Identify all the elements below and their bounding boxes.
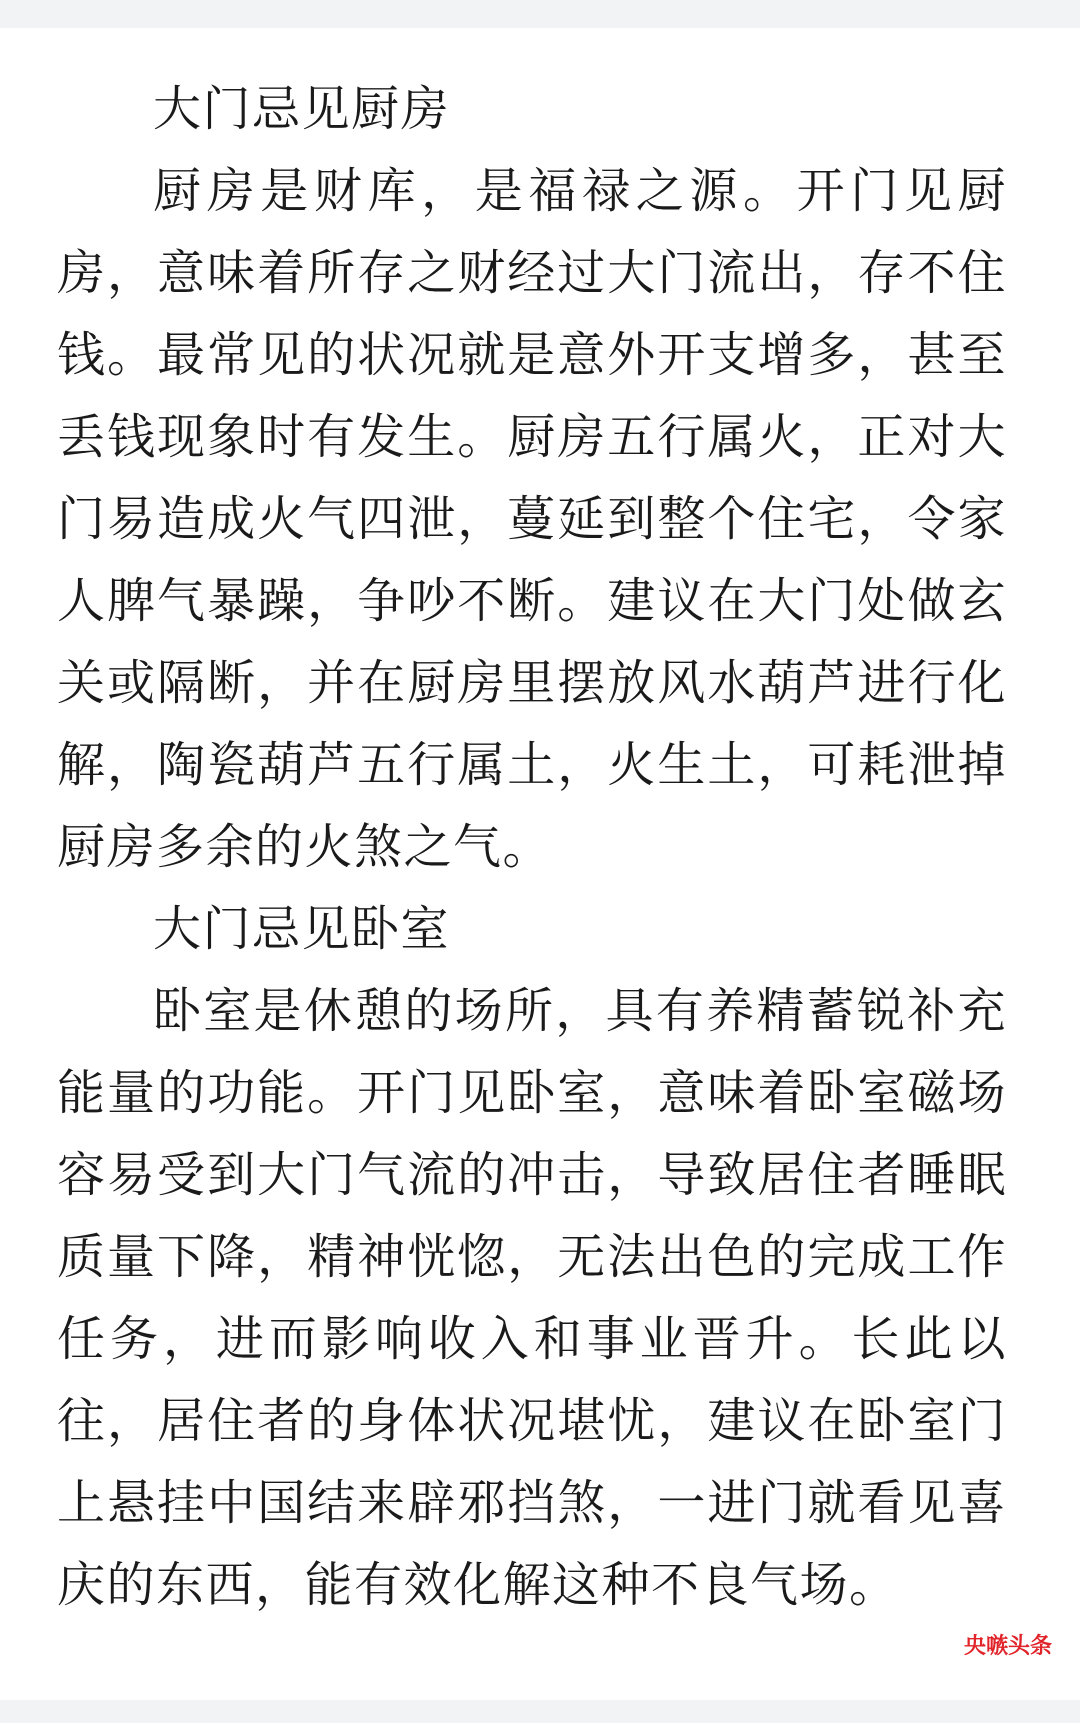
article-body xyxy=(57,68,1007,1626)
section-heading-bedroom: 大门忌见卧室 xyxy=(153,901,451,957)
section-heading-kitchen: 大门忌见厨房 xyxy=(153,81,451,137)
paragraph-bedroom: 卧室是休憩的场所，具有养精蓄锐补充能量的功能。开门见卧室，意味着卧室磁场容易受到大门气流的冲击，导致居住者睡眠质量下降，精神恍惚，无法出色的完成工作任务，进而影响收入和事业晋升。长此以往，居住者的身体状况堪忧，建议在卧室门上悬挂中国结来辟邪挡煞，一进门就看见喜庆的东西，能有效化解这种不良气场。 xyxy=(57,983,1007,1613)
watermark-logo: 央嗾头条 xyxy=(963,1634,1052,1659)
article-page xyxy=(0,28,1080,1700)
paragraph-kitchen: 厨房是财库，是福禄之源。开门见厨房，意味着所存之财经过大门流出，存不住钱。最常见的状况就是意外开支增多，甚至丢钱现象时有发生。厨房五行属火，正对大门易造成火气四泄，蔓延到整个住宅，令家人脾气暴躁，争吵不断。建议在大门处做玄关或隔断，并在厨房里摆放风水葫芦进行化解，陶瓷葫芦五行属土，火生土，可耗泄掉厨房多余的火煞之气。 xyxy=(57,163,1007,875)
